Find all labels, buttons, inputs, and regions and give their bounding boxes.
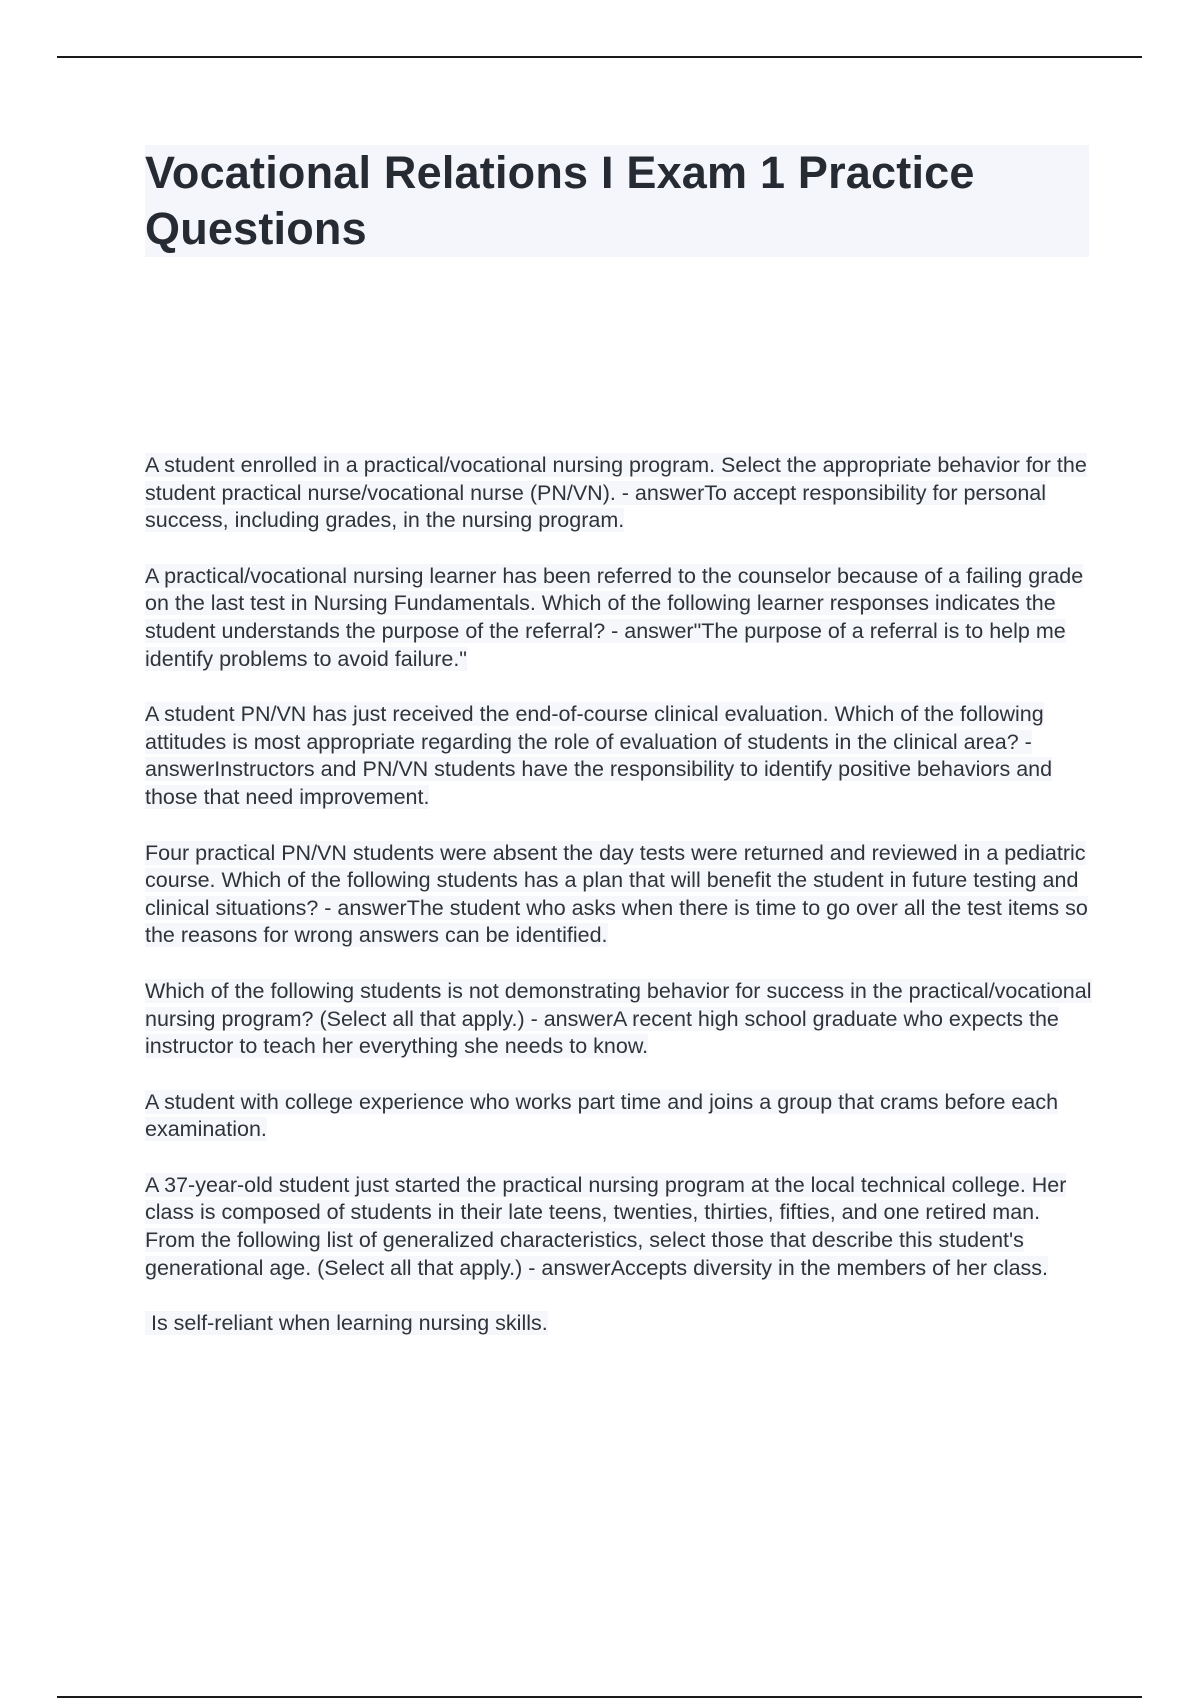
- question-text: Four practical PN/VN students were absent the day tests were returned and reviewed in a pediatric course. Which of the following students has a plan that will benefit the student in future testing and clinical situations? - answerThe student who asks when there is time to go over all the test items so the reasons for wrong answers can be identified.: [145, 840, 1088, 948]
- question-text: A student enrolled in a practical/vocational nursing program. Select the appropriate behavior for the student practical nurse/vocational nurse (PN/VN). - answerTo accept responsibility for personal success, including grades, in the nursing program.: [145, 453, 1087, 533]
- question-paragraph: [145, 840, 1095, 950]
- question-text: A practical/vocational nursing learner has been referred to the counselor because of a failing grade on the last test in Nursing Fundamentals. Which of the following learner responses indicates the student understands the purpose of the referral? - answer"The purpose of a referral is to help me identify problems to avoid failure.": [145, 563, 1084, 671]
- question-text: A 37-year-old student just started the practical nursing program at the local technical college. Her class is composed of students in their late teens, twenties, thirties, fifties, and one retired man. From the following list of generalized characteristics, select those that describe this student's generational age. (Select all that apply.) - answerAccepts diversity in the members of her class.: [145, 1172, 1067, 1280]
- question-paragraph: [145, 978, 1095, 1061]
- answer-paragraph: [145, 1089, 1095, 1144]
- answer-text: A student with college experience who works part time and joins a group that crams before each examination.: [145, 1089, 1059, 1142]
- question-paragraph: [145, 563, 1095, 673]
- answer-text: Is self-reliant when learning nursing skills.: [145, 1311, 548, 1336]
- question-paragraph: [145, 452, 1095, 535]
- question-text: Which of the following students is not demonstrating behavior for success in the practical/vocational nursing program? (Select all that apply.) - answerA recent high school graduate who expects the instructor to teach her everything she needs to know.: [145, 978, 1092, 1059]
- title-block: [145, 145, 1089, 257]
- question-text: A student PN/VN has just received the end-of-course clinical evaluation. Which of the following attitudes is most appropriate regarding the role of evaluation of students in the clinical area? - answerInstructors and PN/VN students have the responsibility to identify positive behaviors and those that need improvement.: [145, 702, 1053, 809]
- answer-paragraph: [145, 1310, 1095, 1338]
- document-title: Vocational Relations I Exam 1 Practice Questions: [145, 147, 975, 254]
- top-rule: [57, 56, 1142, 58]
- question-paragraph: [145, 1172, 1095, 1282]
- bottom-rule: [57, 1696, 1142, 1698]
- question-paragraph: [145, 701, 1095, 811]
- question-list: [145, 452, 1095, 1366]
